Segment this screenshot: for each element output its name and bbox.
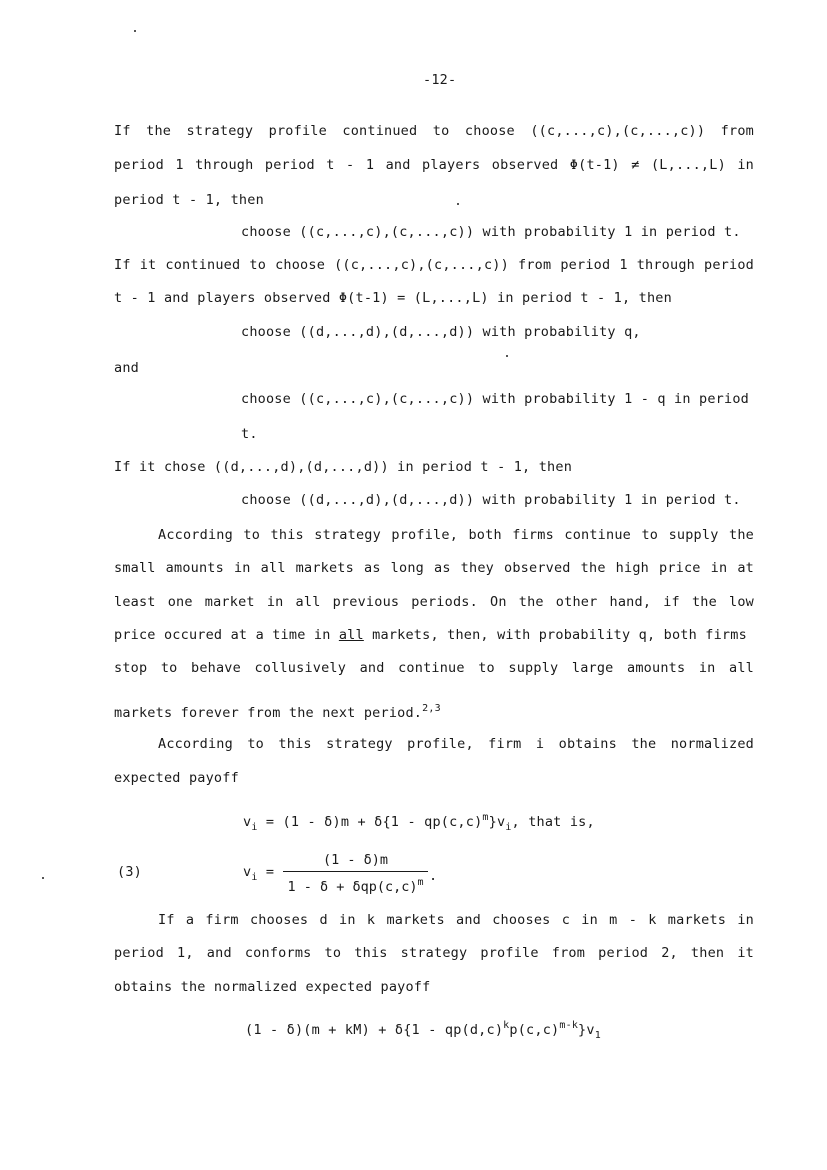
equation-number: (3) bbox=[117, 864, 142, 880]
equation-period: . bbox=[429, 868, 438, 884]
eq-superscript: m bbox=[417, 877, 424, 888]
eq-text: , that is, bbox=[511, 814, 595, 830]
scan-speck bbox=[457, 203, 459, 205]
equation-deviation-payoff bbox=[245, 1020, 601, 1041]
text-span: markets, then, with probability q, both firms bbox=[363, 627, 747, 643]
text-line: choose ((d,...,d),(d,...,d)) with probability q, bbox=[241, 324, 641, 340]
text-line: According to this strategy profile, firm i obtains the normalized bbox=[158, 736, 754, 752]
eq-text: = bbox=[257, 864, 275, 880]
text-line: t - 1 and players observed Φ(t-1) = (L,...,L) in period t - 1, then bbox=[114, 290, 672, 306]
text-line: If it continued to choose ((c,...,c),(c,...,c)) from period 1 through period bbox=[114, 257, 754, 273]
text-line: choose ((d,...,d),(d,...,d)) with probability 1 in period t. bbox=[241, 492, 741, 508]
eq-text: }v bbox=[578, 1022, 595, 1038]
text-line: If it chose ((d,...,d),(d,...,d)) in period t - 1, then bbox=[114, 459, 573, 475]
eq-superscript: m bbox=[482, 812, 489, 823]
eq-text: = (1 - δ)m + δ{1 - qp(c,c) bbox=[257, 814, 483, 830]
eq-text: 1 - δ + δqp(c,c) bbox=[287, 879, 418, 895]
fraction-numerator: (1 - δ)m bbox=[322, 852, 389, 868]
text-line: t. bbox=[241, 426, 258, 442]
eq-subscript: i bbox=[251, 872, 258, 883]
eq-text: }v bbox=[488, 814, 506, 830]
footnote-marker: 2,3 bbox=[422, 703, 441, 714]
eq-symbol: v bbox=[243, 814, 252, 830]
text-span: markets forever from the next period. bbox=[114, 705, 423, 721]
text-line: period 1 through period t - 1 and players observed Φ(t-1) ≠ (L,...,L) in bbox=[114, 157, 754, 173]
equation-value-function bbox=[243, 812, 595, 833]
scan-speck bbox=[42, 877, 44, 879]
text-line: According to this strategy profile, both firms continue to supply the bbox=[158, 527, 754, 543]
text-line: small amounts in all markets as long as they observed the high price in at bbox=[114, 560, 754, 576]
text-line: choose ((c,...,c),(c,...,c)) with probability 1 - q in period bbox=[241, 391, 749, 407]
text-line: period 1, and conforms to this strategy profile from period 2, then it bbox=[114, 945, 754, 961]
text-line: and bbox=[114, 360, 139, 376]
eq-superscript: m-k bbox=[559, 1020, 579, 1031]
text-line: obtains the normalized expected payoff bbox=[114, 979, 431, 995]
eq-subscript: i bbox=[251, 822, 258, 833]
text-span: price occured at a time in bbox=[114, 627, 339, 643]
equation-lhs bbox=[243, 864, 274, 883]
text-line: least one market in all previous periods. On the other hand, if the low bbox=[114, 594, 754, 610]
eq-symbol: v bbox=[243, 864, 252, 880]
text-line bbox=[114, 703, 441, 721]
scan-speck bbox=[506, 355, 508, 357]
eq-subscript: i bbox=[505, 822, 512, 833]
text-line: If a firm chooses d in k markets and chooses c in m - k markets in bbox=[158, 912, 754, 928]
eq-text: p(c,c) bbox=[509, 1022, 560, 1038]
text-line: expected payoff bbox=[114, 770, 239, 786]
text-line: stop to behave collusively and continue to supply large amounts in all bbox=[114, 660, 754, 676]
underlined-word: all bbox=[338, 627, 364, 643]
page-number: -12- bbox=[423, 72, 457, 88]
text-line: If the strategy profile continued to choose ((c,...,c),(c,...,c)) from bbox=[114, 123, 754, 139]
text-line: period t - 1, then bbox=[114, 192, 264, 208]
equation-fraction bbox=[283, 852, 428, 895]
fraction-denominator bbox=[283, 872, 428, 895]
eq-superscript: k bbox=[503, 1020, 510, 1031]
text-line bbox=[114, 627, 754, 643]
scan-speck bbox=[134, 30, 136, 32]
text-line: choose ((c,...,c),(c,...,c)) with probability 1 in period t. bbox=[241, 224, 741, 240]
eq-text: (1 - δ)(m + kM) + δ{1 - qp(d,c) bbox=[245, 1022, 504, 1038]
eq-subscript: 1 bbox=[594, 1030, 601, 1041]
